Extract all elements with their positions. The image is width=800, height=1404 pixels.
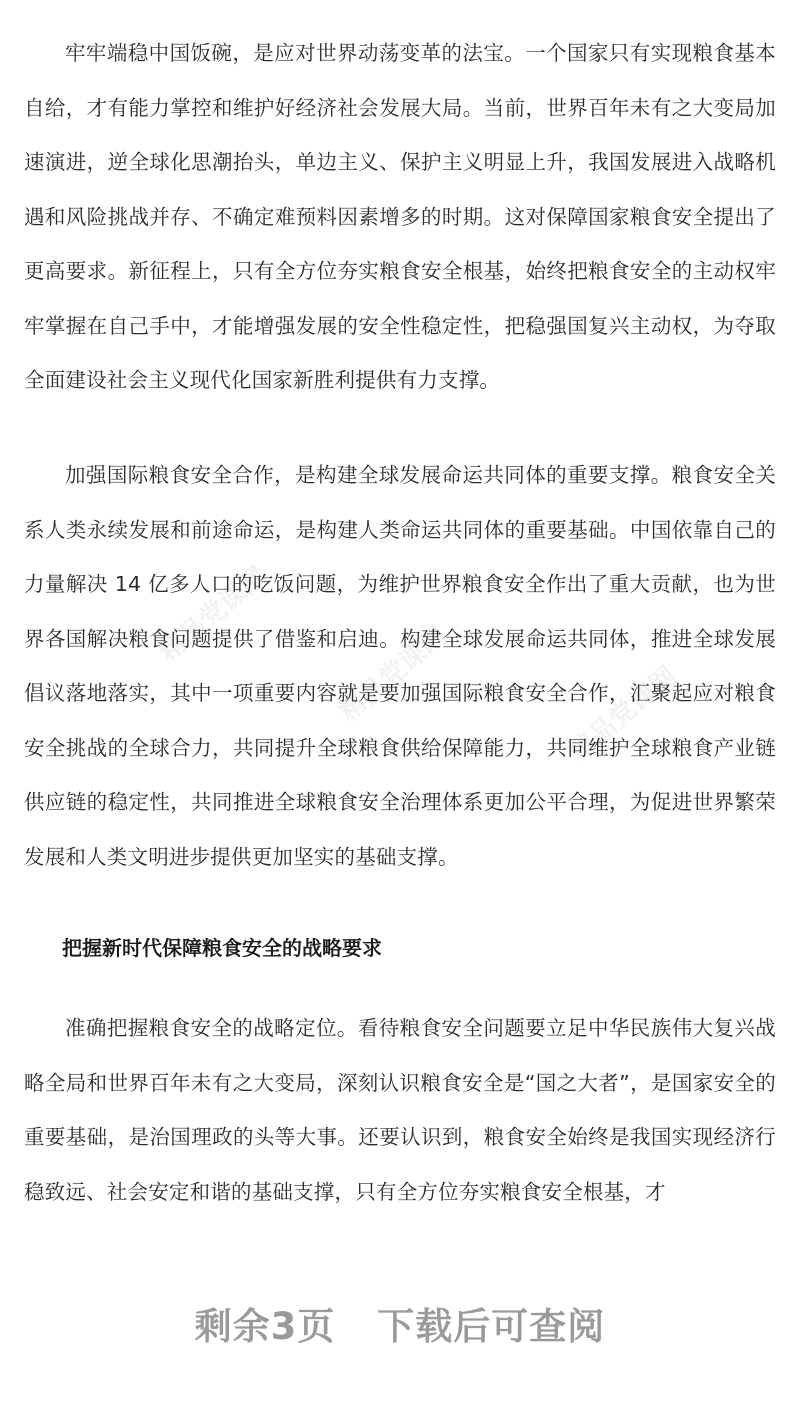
watermark: 精品党课网 — [333, 621, 453, 728]
body-paragraph: 准确把握粮食安全的战略定位。看待粮食安全问题要立足中华民族伟大复兴战略全局和世界百年未有之大变局，深刻认识粮食安全是“国之大者”，是国家安全的重要基础，是治国理政的头等大事。还要认识到，粮食安全始终是我国实现经济行稳致远、社会安定和谐的基础支撑，只有全方位夯实粮食安全根基，才 — [24, 1016, 776, 1204]
section-heading: 把握新时代保障粮食安全的战略要求 — [62, 936, 382, 960]
body-paragraph: 牢牢端稳中国饭碗，是应对世界动荡变革的法宝。一个国家只有实现粮食基本自给，才有能力掌控和维护好经济社会发展大局。当前，世界百年未有之大变局加速演进，逆全球化思潮抬头，单边主义、保护主义明显上升，我国发展进入战略机遇和风险挑战并存、不确定难预料因素增多的时期。这对保障国家粮食安全提出了更高要求。新征程上，只有全方位夯实粮食安全根基，始终把粮食安全的主动权牢牢掌握在自己手中，才能增强发展的安全性稳定性，把稳强国复兴主动权，为夺取全面建设社会主义现代化国家新胜利提供有力支撑。 — [24, 41, 776, 392]
watermark: 精品党课网 — [153, 561, 273, 668]
watermark: 精品党课网 — [563, 661, 683, 768]
download-prompt[interactable]: 剩余3页 下载后可查阅 — [194, 1305, 606, 1348]
body-paragraph: 加强国际粮食安全合作，是构建全球发展命运共同体的重要支撑。粮食安全关系人类永续发展和前途命运，是构建人类命运共同体的重要基础。中国依靠自己的力量解决 14 亿多人口的吃饭问题，为维护世界粮食安全作出了重大贡献，也为世界各国解决粮食问题提供了借鉴和启迪。构建全球发展命运共同体，推进全球发展倡议落地落实，其中一项重要内容就是要加强国际粮食安全合作，汇聚起应对粮食安全挑战的全球合力，共同提升全球粮食供给保障能力，共同维护全球粮食产业链供应链的稳定性，共同推进全球粮食安全治理体系更加公平合理，为促进世界繁荣发展和人类文明进步提供更加坚实的基础支撑。 — [24, 463, 776, 869]
